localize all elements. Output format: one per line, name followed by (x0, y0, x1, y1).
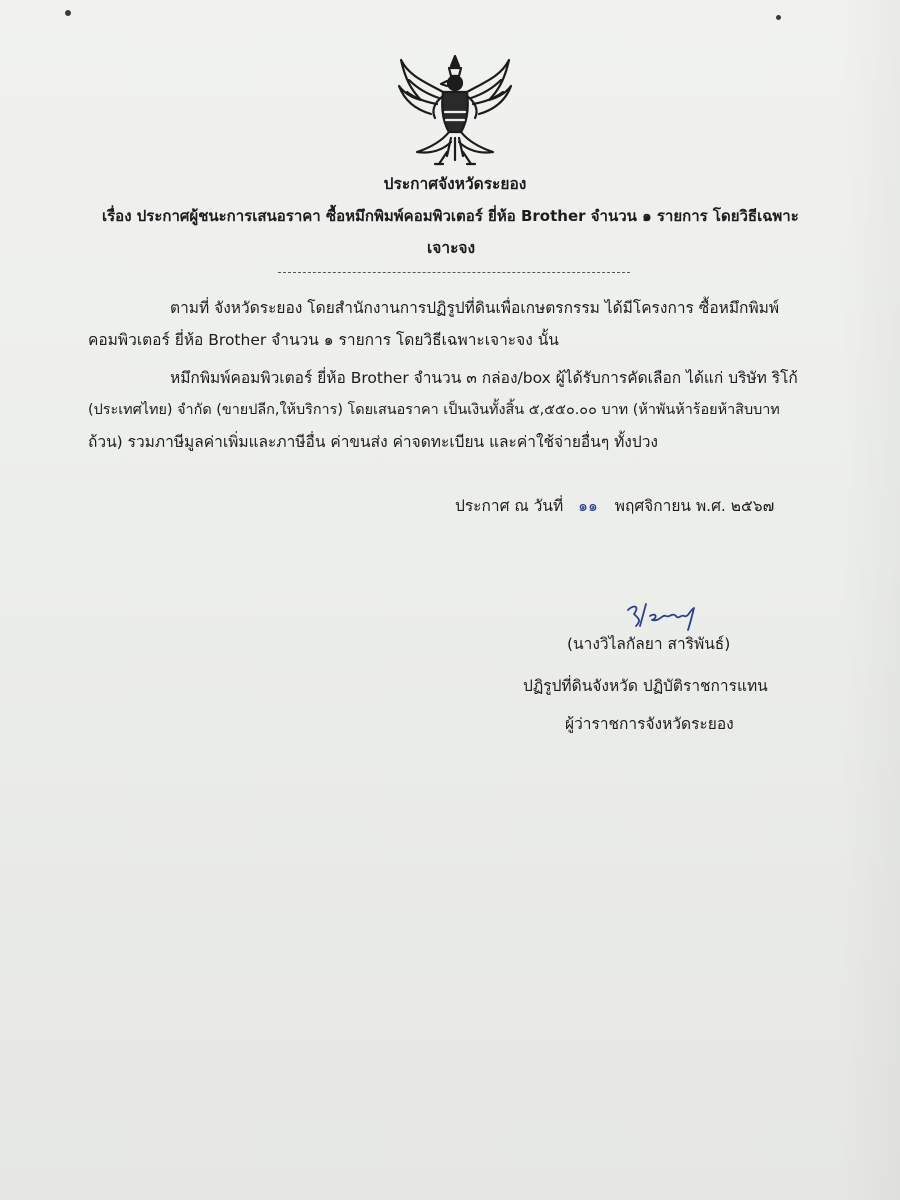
subject-line-1: เรื่อง ประกาศผู้ชนะการเสนอราคา ซื้อหมึกพิมพ์คอมพิวเตอร์ ยี่ห้อ Brother จำนวน ๑ รายการ โดยวิธีเฉพาะ (102, 207, 799, 225)
date-prefix: ประกาศ ณ วันที่ (455, 497, 564, 515)
date-month-year: พฤศจิกายน พ.ศ. ๒๕๖๗ (614, 497, 775, 515)
garuda-emblem-icon (395, 52, 515, 170)
subject-line-2: เจาะจง (427, 239, 476, 257)
date-day: ๑๑ (578, 497, 598, 515)
paragraph-2-line-1: หมึกพิมพ์คอมพิวเตอร์ ยี่ห้อ Brother จำนวน ๓ กล่อง/box ผู้ได้รับการคัดเลือก ได้แก่ บริษัท ริโก้ (170, 369, 798, 387)
paragraph-1-line-2: คอมพิวเตอร์ ยี่ห้อ Brother จำนวน ๑ รายการ โดยวิธีเฉพาะเจาะจง นั้น (88, 331, 559, 349)
issuer-title: ประกาศจังหวัดระยอง (383, 175, 527, 193)
paragraph-2-line-2: (ประเทศไทย) จำกัด (ขายปลีก,ให้บริการ) โดยเสนอราคา เป็นเงินทั้งสิ้น ๕,๕๕๐.๐๐ บาท (ห้าพันห้าร้อยห้าสิบบาท (88, 402, 780, 418)
signer-title-2: ผู้ว่าราชการจังหวัดระยอง (565, 715, 734, 733)
paragraph-1-line-1: ตามที่ จังหวัดระยอง โดยสำนักงานการปฏิรูปที่ดินเพื่อเกษตรกรรม ได้มีโครงการ ซื้อหมึกพิมพ์ (170, 299, 780, 317)
paragraph-2-line-3: ถ้วน) รวมภาษีมูลค่าเพิ่มและภาษีอื่น ค่าขนส่ง ค่าจดทะเบียน และค่าใช้จ่ายอื่นๆ ทั้งปวง (88, 433, 658, 451)
separator-line (278, 272, 630, 273)
signer-name: (นางวิไลกัลยา สาริพันธ์) (567, 635, 731, 653)
punch-mark-right (776, 15, 781, 20)
announcement-date (455, 496, 774, 516)
signature-icon (622, 596, 712, 632)
punch-mark-left (65, 10, 71, 16)
signer-title-1: ปฏิรูปที่ดินจังหวัด ปฏิบัติราชการแทน (523, 677, 768, 695)
